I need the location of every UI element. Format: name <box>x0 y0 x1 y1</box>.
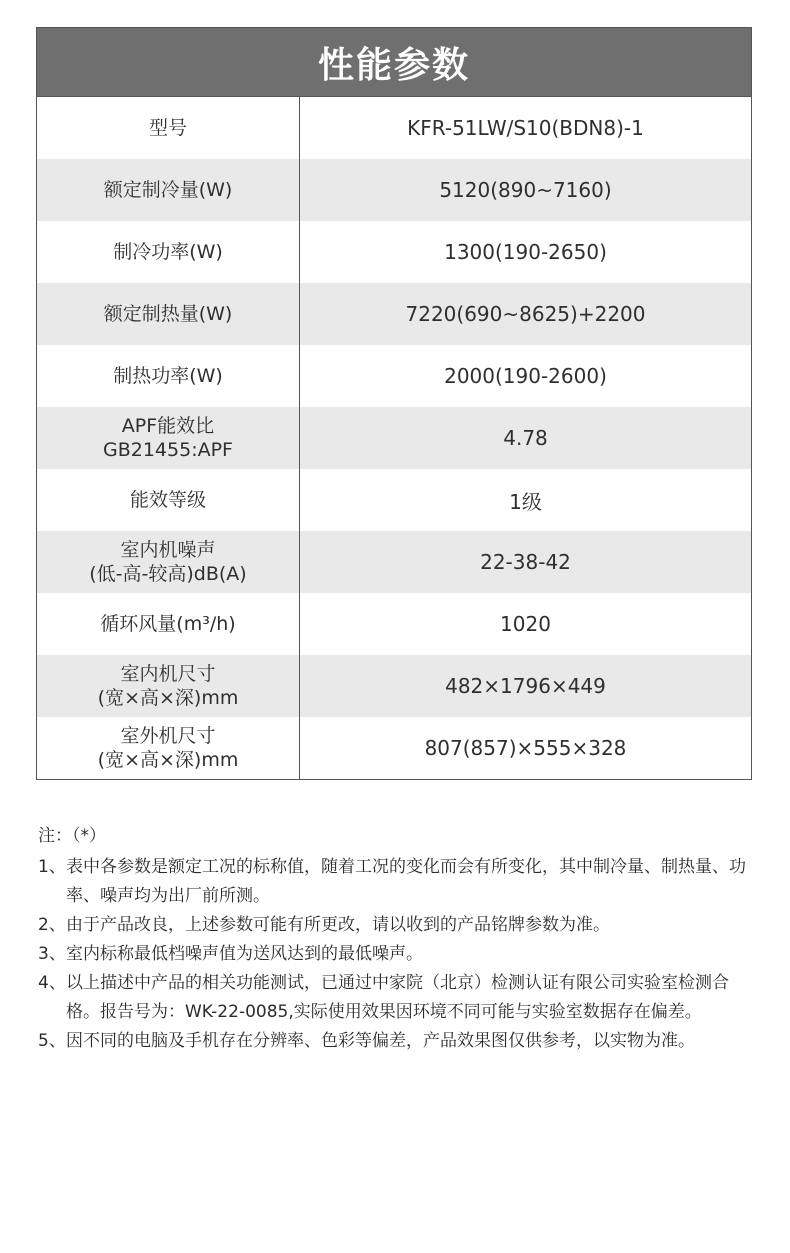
row-label <box>37 159 300 221</box>
note-text: 室内标称最低档噪声值为送风达到的最低噪声。 <box>66 944 423 964</box>
note-number: 4、 <box>38 973 66 993</box>
row-value: KFR-51LW/S10(BDN8)-1 <box>407 116 644 140</box>
row-value: 7220(690~8625)+2200 <box>405 302 646 326</box>
row-label <box>37 469 300 531</box>
row-value: 2000(190-2600) <box>444 364 607 388</box>
table-row-model <box>37 97 751 159</box>
label-line: 室内机噪声 <box>120 539 216 561</box>
note-item <box>38 940 754 969</box>
note-item <box>38 1027 754 1056</box>
label-line: (宽×高×深)mm <box>97 749 239 771</box>
table-row-outdoor-size <box>37 717 751 779</box>
note-number: 2、 <box>38 915 66 935</box>
row-value: 1300(190-2650) <box>444 240 607 264</box>
table-row-cooling-capacity <box>37 159 751 221</box>
row-label <box>37 717 300 779</box>
notes-section <box>38 822 754 1056</box>
note-number: 1、 <box>38 857 66 877</box>
label-line: 循环风量(m³/h) <box>100 613 236 635</box>
note-item <box>38 853 754 911</box>
note-text: 以上描述中产品的相关功能测试，已通过中家院（北京）检测认证有限公司实验室检测合格。报告号为：WK-22-0085,实际使用效果因环境不同可能与实验室数据存在偏差。 <box>66 973 729 1022</box>
table-row-heating-power <box>37 345 751 407</box>
row-label <box>37 655 300 717</box>
table-row-indoor-size <box>37 655 751 717</box>
table-row-heating-capacity <box>37 283 751 345</box>
label-line: 制热功率(W) <box>113 365 223 387</box>
row-label <box>37 221 300 283</box>
label-line: 额定制热量(W) <box>103 303 233 325</box>
table-title: 性能参数 <box>37 28 751 97</box>
table-row-indoor-noise <box>37 531 751 593</box>
note-text: 由于产品改良，上述参数可能有所更改，请以收到的产品铭牌参数为准。 <box>66 915 610 935</box>
row-value: 807(857)×555×328 <box>424 736 627 760</box>
label-line: (宽×高×深)mm <box>97 687 239 709</box>
label-line: 室内机尺寸 <box>120 663 216 685</box>
row-value: 5120(890~7160) <box>439 178 612 202</box>
note-number: 3、 <box>38 944 66 964</box>
label-line: GB21455:APF <box>103 439 233 461</box>
note-number: 5、 <box>38 1031 66 1051</box>
label-line: 额定制冷量(W) <box>103 179 233 201</box>
row-label <box>37 283 300 345</box>
label-line: 型号 <box>148 117 187 139</box>
row-label <box>37 407 300 469</box>
row-value: 1级 <box>509 489 542 514</box>
notes-title: 注：（*） <box>38 826 106 846</box>
row-value: 22-38-42 <box>480 550 571 574</box>
row-value: 482×1796×449 <box>445 674 606 698</box>
row-value: 1020 <box>500 612 551 636</box>
table-row-airflow <box>37 593 751 655</box>
row-label <box>37 97 300 159</box>
table-row-apf <box>37 407 751 469</box>
row-value: 4.78 <box>503 426 548 450</box>
label-line: (低-高-较高)dB(A) <box>89 563 247 585</box>
note-text: 因不同的电脑及手机存在分辨率、色彩等偏差，产品效果图仅供参考，以实物为准。 <box>66 1031 695 1051</box>
row-label <box>37 593 300 655</box>
note-text: 表中各参数是额定工况的标称值，随着工况的变化而会有所变化，其中制冷量、制热量、功率、噪声均为出厂前所测。 <box>66 857 746 906</box>
label-line: 室外机尺寸 <box>120 725 216 747</box>
row-label <box>37 531 300 593</box>
row-label <box>37 345 300 407</box>
label-line: 制冷功率(W) <box>113 241 223 263</box>
note-item <box>38 911 754 940</box>
table-row-energy-grade <box>37 469 751 531</box>
note-item <box>38 969 754 1027</box>
spec-table <box>36 27 752 780</box>
label-line: 能效等级 <box>129 489 206 511</box>
table-row-cooling-power <box>37 221 751 283</box>
label-line: APF能效比 <box>121 415 215 437</box>
